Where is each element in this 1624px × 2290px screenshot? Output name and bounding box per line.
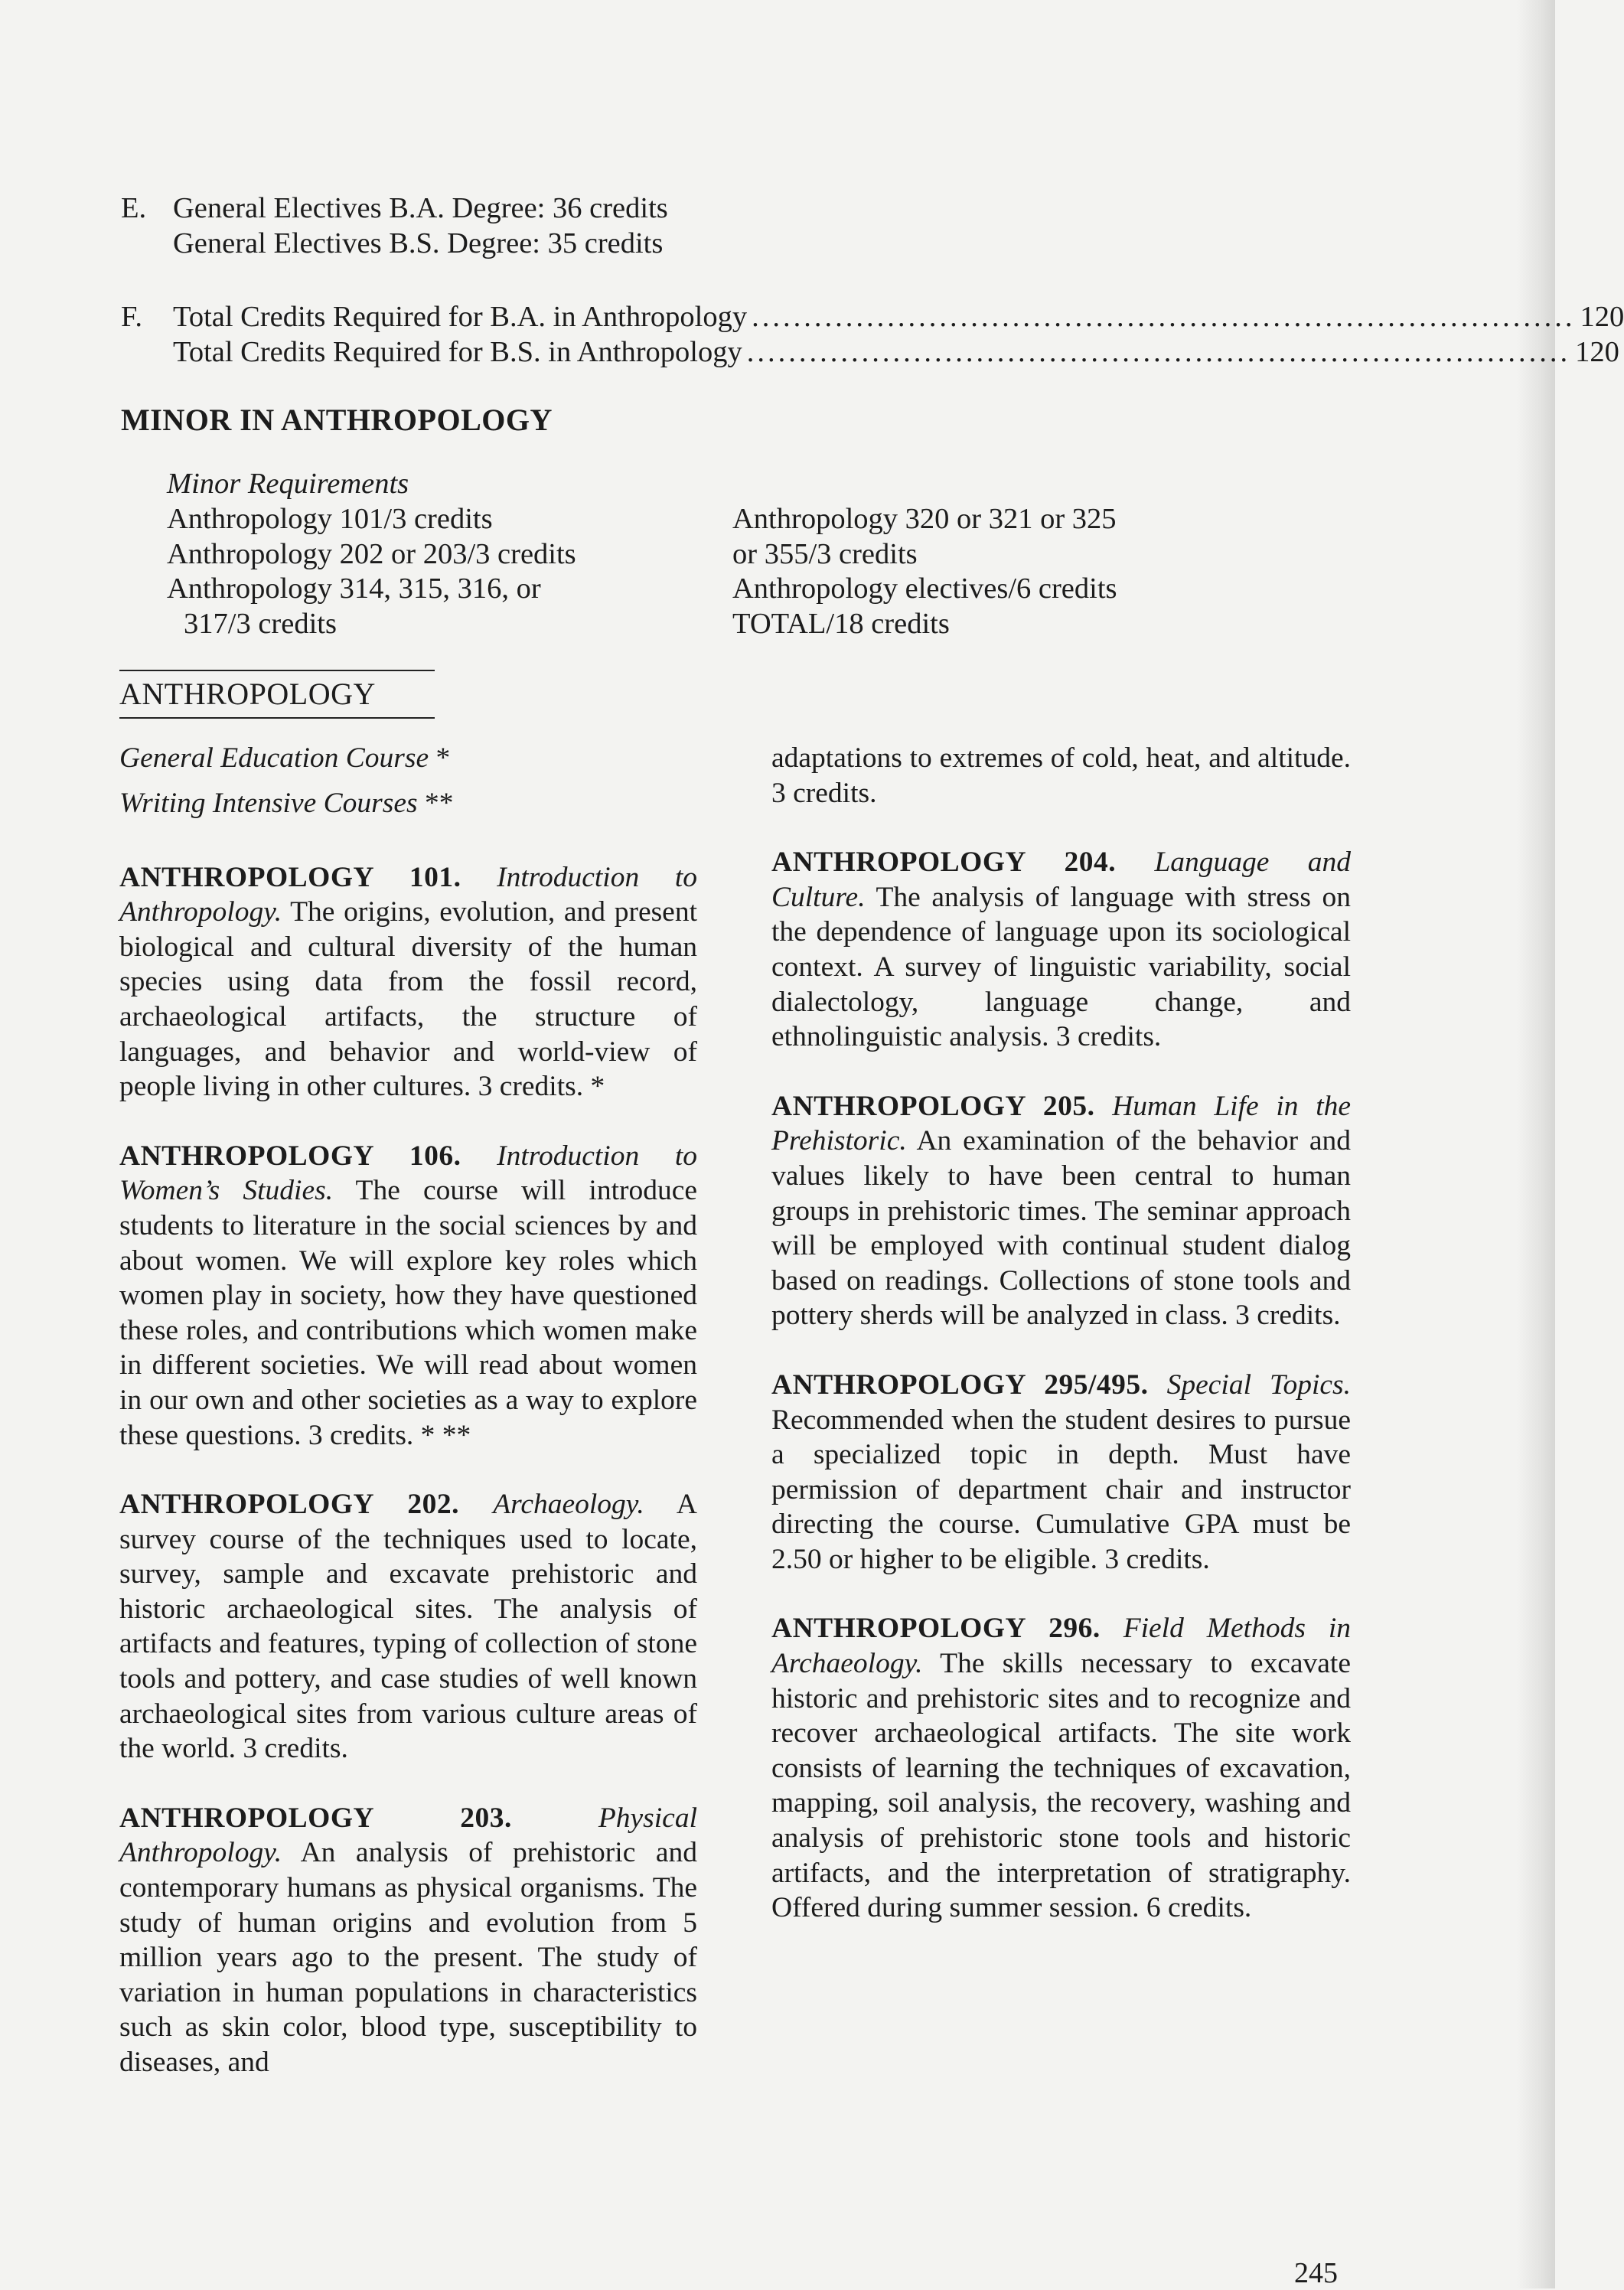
course-code: ANTHROPOLOGY 202. — [119, 1489, 459, 1520]
course-anth-203-continued: adaptations to extremes of cold, heat, and altitude. 3 credits. — [771, 741, 1351, 811]
course-description: The analysis of language with stress on the dependence of language upon its sociological context. A survey of linguistic variability, social dialectology, language change, and ethnolinguistic analysis. 3 credits. — [771, 882, 1351, 1052]
course-title: Introduction to Anthropology. — [119, 862, 697, 928]
course-title: Archaeology. — [493, 1489, 644, 1520]
minor-requirement: Anthropology 320 or 321 or 325 — [732, 502, 1314, 537]
course-description: Recommended when the student desires to pursue a specialized topic in depth. Must have permission of department chair and instructor directing the course. Cumulative GPA must be 2.50 or higher to be eligible. 3 credits. — [771, 1404, 1351, 1575]
course-code: ANTHROPOLOGY 296. — [771, 1613, 1101, 1644]
minor-requirement: Anthropology 314, 315, 316, or — [167, 572, 718, 607]
minor-subheading — [167, 467, 409, 502]
minor-requirements-right — [732, 502, 1314, 641]
electives-line: General Electives B.A. Degree: 36 credits — [173, 191, 668, 227]
total-credits-label: F. — [121, 300, 173, 335]
right-column — [771, 741, 1351, 1960]
course-code: ANTHROPOLOGY 203. — [119, 1802, 512, 1834]
left-column — [119, 741, 697, 2115]
course-title: Physical Anthropology. — [119, 1802, 697, 1869]
minor-requirement: 317/3 credits — [167, 607, 718, 642]
total-credits-text: Total Credits Required for B.A. in Anthropology — [173, 300, 747, 335]
electives-label: E. — [121, 191, 173, 227]
course-title: Language and Culture. — [771, 847, 1351, 913]
total-credits-value: 120 — [1575, 335, 1619, 370]
section-title: ANTHROPOLOGY — [119, 670, 435, 719]
course-title: Human Life in the Prehistoric. — [771, 1091, 1351, 1157]
course-code: ANTHROPOLOGY 101. — [119, 862, 461, 893]
course-code: ANTHROPOLOGY 106. — [119, 1140, 461, 1172]
legend-gen-ed: General Education Course * — [119, 741, 697, 775]
minor-subheading-text: Minor Requirements — [167, 468, 409, 500]
total-credits: F. Total Credits Required for B.A. in Anthropology ............................................................................... 120 Total Credits Required for B.S. in Anthropology ............................................................................... 120 — [121, 300, 1345, 370]
course-anth-205 — [771, 1089, 1351, 1333]
course-description: A survey course of the techniques used to locate, survey, sample and excavate prehistoric and historic archaeological sites. The analysis of artifacts and features, typing of collection of stone tools and pottery, and case studies of well known archaeological sites from various culture areas of the world. 3 credits. — [119, 1489, 697, 1764]
course-code: ANTHROPOLOGY 205. — [771, 1091, 1095, 1122]
course-anth-101 — [119, 860, 697, 1104]
course-anth-202 — [119, 1487, 697, 1766]
course-title: Introduction to Women’s Studies. — [119, 1140, 697, 1207]
course-title: Field Methods in Archaeology. — [771, 1613, 1351, 1679]
course-anth-204 — [771, 845, 1351, 1055]
electives-line: General Electives B.S. Degree: 35 credits — [173, 227, 663, 262]
course-description: The origins, evolution, and present biological and cultural diversity of the human species using data from the fossil record, archaeological artifacts, the structure of languages, and behavior and world-view of people living in other cultures. 3 credits. * — [119, 896, 697, 1102]
course-description: An analysis of prehistoric and contemporary humans as physical organisms. The study of human origins and evolution from 5 million years ago to the present. The study of variation in human populations in characteristics such as skin color, blood type, susceptibility to diseases, and — [119, 1837, 697, 2078]
minor-requirement: or 355/3 credits — [732, 537, 1314, 572]
minor-requirement: Anthropology electives/6 credits — [732, 572, 1314, 607]
minor-requirement: Anthropology 101/3 credits — [167, 502, 718, 537]
course-description: An examination of the behavior and values likely to have been central to human groups in prehistoric times. The seminar approach will be employed with continual student dialog based on readings. Collections of stone tools and pottery sherds will be analyzed in class. 3 credits. — [771, 1125, 1351, 1331]
total-credits-value: 120 — [1580, 300, 1624, 335]
course-code: ANTHROPOLOGY 204. — [771, 847, 1116, 878]
course-anth-106 — [119, 1139, 697, 1453]
course-description: The skills necessary to excavate historic and prehistoric sites and to recognize and recover archaeological artifacts. The site work consists of learning the techniques of excavation, mapping, soil analysis, the recovery, washing and analysis of prehistoric stone tools and historic artifacts, and the interpretation of stratigraphy. Offered during summer session. 6 credits. — [771, 1648, 1351, 1923]
minor-requirement: TOTAL/18 credits — [732, 607, 1314, 642]
page-number: 245 — [1294, 2256, 1338, 2290]
legend-writing-intensive: Writing Intensive Courses ** — [119, 786, 697, 821]
minor-requirement: Anthropology 202 or 203/3 credits — [167, 537, 718, 572]
minor-requirements-left — [167, 502, 718, 641]
course-anth-295-495 — [771, 1368, 1351, 1577]
course-description: The course will introduce students to literature in the social sciences by and about women. We will explore key roles which women play in society, how they have questioned these roles, and contributions which women make in different societies. We will read about women in our own and other societies as a way to explore these questions. 3 credits. * ** — [119, 1175, 697, 1450]
course-code: ANTHROPOLOGY 295/495. — [771, 1369, 1149, 1401]
general-electives — [121, 191, 810, 261]
total-credits-text: Total Credits Required for B.S. in Anthropology — [173, 335, 742, 370]
course-title: Special Topics. — [1167, 1369, 1351, 1401]
course-anth-296 — [771, 1611, 1351, 1925]
course-anth-203 — [119, 1801, 697, 2080]
minor-heading: MINOR IN ANTHROPOLOGY — [121, 402, 553, 438]
